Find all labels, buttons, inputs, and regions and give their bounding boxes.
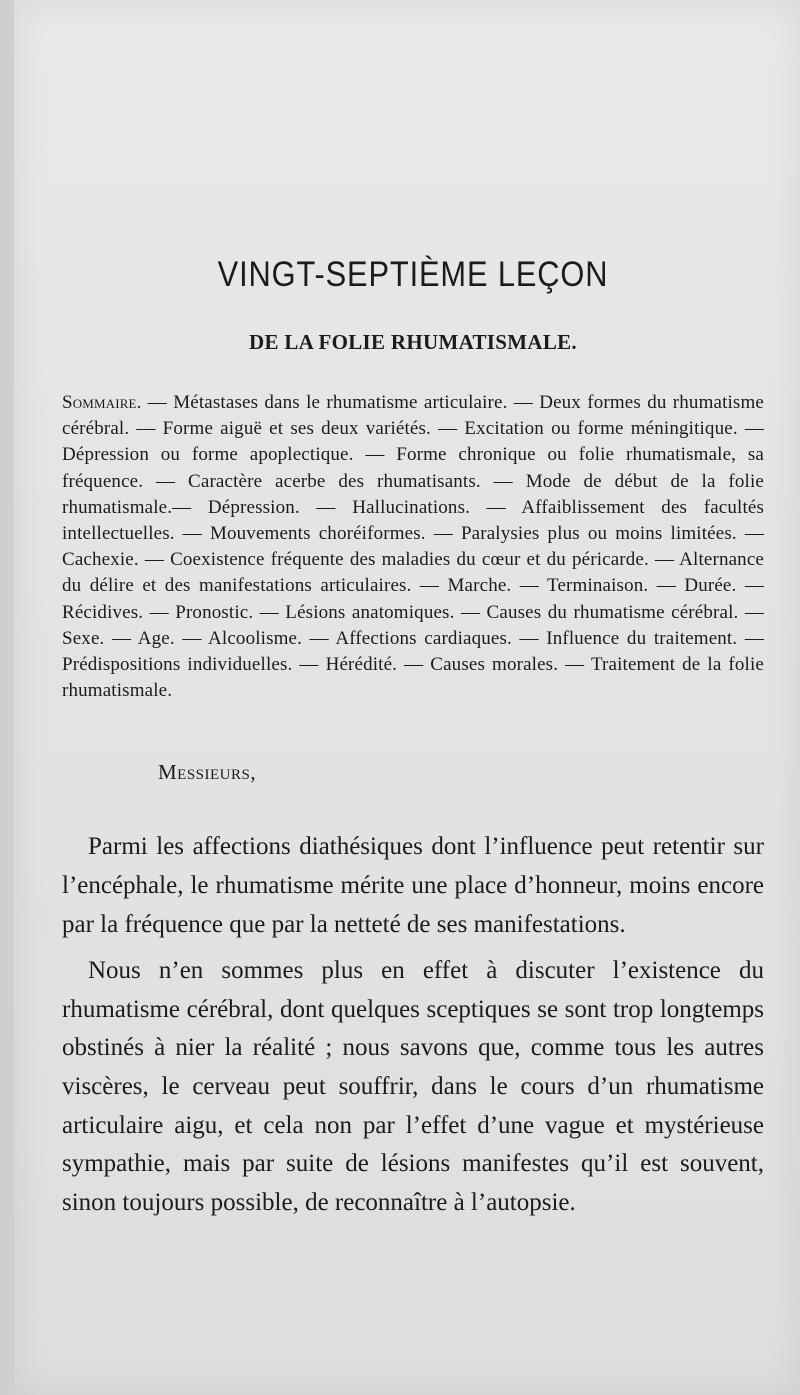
page-content (62, 252, 764, 1230)
chapter-subtitle: DE LA FOLIE RHUMATISMALE. (249, 330, 577, 354)
chapter-title: VINGT-SEPTIÈME LEÇON (217, 255, 609, 294)
paragraph: Nous n’en sommes plus en effet à discuter l’existence du rhumatisme cérébral, dont quelques sceptiques se sont trop longtemps obstinés à nier la réalité ; nous savons que, comme tous les autres viscères, le cerveau peut souffrir, dans le cours d’un rhumatisme articulaire aigu, et cela non par l’effet d’une vague et mystérieuse sympathie, mais par suite de lésions manifestes qu’il est souvent, sinon toujours possible, de reconnaître à l’autopsie. (62, 957, 764, 1216)
paragraph: Parmi les affections diathésiques dont l’influence peut retentir sur l’encéphale, le rhumatisme mérite une place d’honneur, moins encore par la fréquence que par la netteté de ses manifestations. (62, 833, 764, 938)
summary-text: — Métastases dans le rhumatisme articulaire. — Deux formes du rhumatisme cérébral. — Forme aiguë et ses deux variétés. — Excitation ou forme méningitique. — Dépression ou forme apoplectique. — Forme chronique ou folie rhumatismale, sa fréquence. — Caractère acerbe des rhumatisants. — Mode de début de la folie rhumatismale.— Dépression. — Hallucinations. — Affaiblissement des facultés intellectuelles. — Mouvements choréiformes. — Paralysies plus ou moins limitées. — Cachexie. — Coexistence fréquente des maladies du cœur et du péricarde. — Alternance du délire et des manifestations articulaires. — Marche. — Terminaison. — Durée. — Récidives. — Pronostic. — Lésions anatomiques. — Causes du rhumatisme cérébral. — Sexe. — Age. — Alcoolisme. — Affections cardiaques. — Influence du traitement. — Prédispositions individuelles. — Hérédité. — Causes morales. — Traitement de la folie rhumatismale. (62, 392, 764, 702)
book-page (14, 0, 800, 1395)
summary-lead: Sommaire. (62, 392, 142, 413)
salutation: Messieurs, (158, 760, 257, 785)
chapter-summary (62, 390, 764, 704)
body-text (62, 828, 764, 1222)
